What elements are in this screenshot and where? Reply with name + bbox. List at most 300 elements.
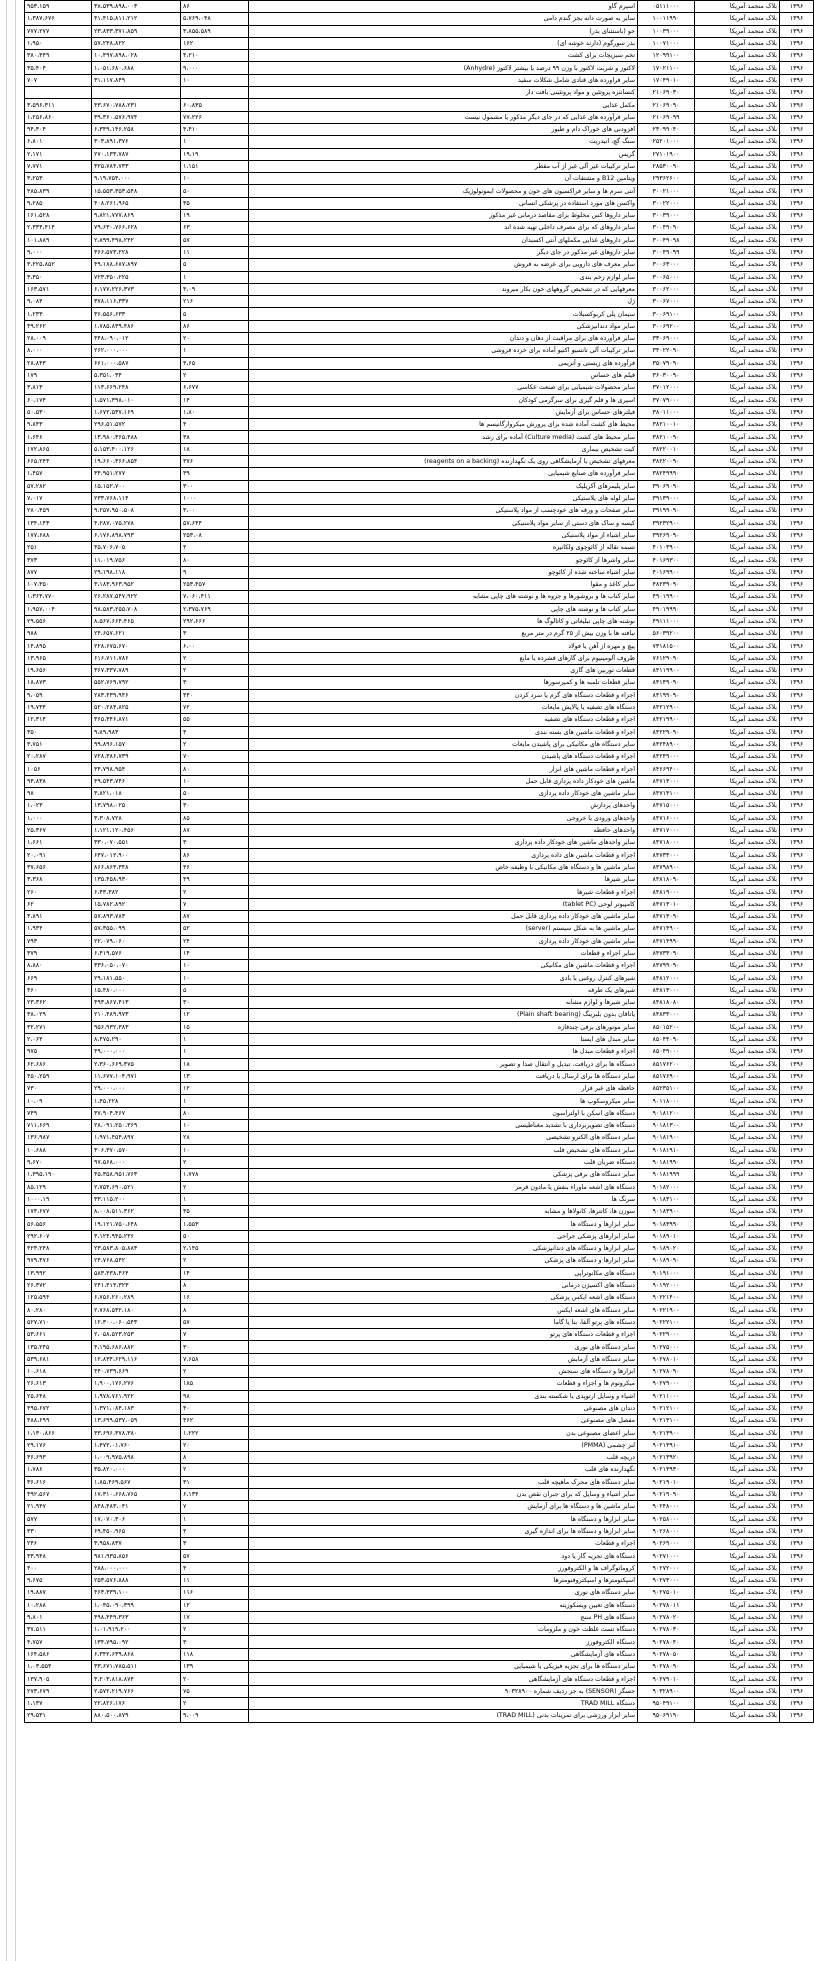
tariff-code-cell[interactable]: ۹۰۲۷۹۰۱۰ bbox=[638, 1673, 695, 1685]
description-cell[interactable]: سایر کتاب ها و نوشته های چاپی bbox=[249, 603, 638, 615]
weight-cell[interactable]: ۱۰،۰۹ bbox=[25, 1095, 92, 1107]
customs-cell[interactable]: بلاک منجمد آمریکا bbox=[695, 1476, 780, 1488]
weight-cell[interactable]: ۱۳۷،۹۰۵ bbox=[25, 1673, 92, 1685]
quantity-cell[interactable]: ۱ bbox=[181, 1513, 249, 1525]
customs-cell[interactable]: بلاک منجمد آمریکا bbox=[695, 640, 780, 652]
tariff-code-cell[interactable]: ۸۴۷۱۴۹۹۰ bbox=[638, 935, 695, 947]
tariff-code-cell[interactable]: ۸۴۱۹۹۰۹۰ bbox=[638, 689, 695, 701]
customs-cell[interactable]: بلاک منجمد آمریکا bbox=[695, 74, 780, 86]
weight-cell[interactable]: ۲۳،۳۶۲ bbox=[25, 997, 92, 1009]
year-cell[interactable]: ۱۳۹۶ bbox=[780, 87, 814, 99]
value-cell[interactable]: ۲۹۶،۵۱،۵۷۲ bbox=[92, 419, 181, 431]
description-cell[interactable]: سنگ گچ، انیدریت bbox=[249, 136, 638, 148]
quantity-cell[interactable]: ۲ bbox=[181, 886, 249, 898]
year-cell[interactable]: ۱۳۹۶ bbox=[780, 308, 814, 320]
tariff-code-cell[interactable]: ۸۴۷۱۵۰۰۰ bbox=[638, 800, 695, 812]
quantity-cell[interactable]: ۴۹ bbox=[181, 874, 249, 886]
value-cell[interactable]: ۳۷۸،۱۱۶،۳۳۷ bbox=[92, 296, 181, 308]
year-cell[interactable]: ۱۳۹۶ bbox=[780, 1132, 814, 1144]
tariff-code-cell[interactable]: ۹۰۲۶۸۰۰۰ bbox=[638, 1525, 695, 1537]
year-cell[interactable]: ۱۳۹۶ bbox=[780, 800, 814, 812]
value-cell[interactable]: ۱،۷۸۵،۸۳۹،۴۸۶ bbox=[92, 320, 181, 332]
weight-cell[interactable]: ۷۷۷،۲۷۷ bbox=[25, 25, 92, 37]
year-cell[interactable]: ۱۳۹۶ bbox=[780, 1697, 814, 1709]
value-cell[interactable]: ۲۳،۸۳۳،۳۷۱،۸۵۹ bbox=[92, 25, 181, 37]
description-cell[interactable]: واکسن های مورد استفاده در پزشکی انسانی bbox=[249, 197, 638, 209]
description-cell[interactable]: سایر ابزارها و دستگاه ها bbox=[249, 1513, 638, 1525]
tariff-code-cell[interactable]: ۹۰۲۱۹۰۹۰ bbox=[638, 1488, 695, 1500]
quantity-cell[interactable]: ۳۷۶ bbox=[181, 455, 249, 467]
quantity-cell[interactable]: ۱۱۸ bbox=[181, 1648, 249, 1660]
description-cell[interactable]: اجزاء و قطعات ماشین های ابزار bbox=[249, 763, 638, 775]
customs-cell[interactable]: بلاک منجمد آمریکا bbox=[695, 123, 780, 135]
weight-cell[interactable]: ۱۰،۶۱۸ bbox=[25, 1365, 92, 1377]
customs-cell[interactable]: بلاک منجمد آمریکا bbox=[695, 1193, 780, 1205]
description-cell[interactable]: سایر داروهای غذایی مکملهای آنتی اکسیدان bbox=[249, 234, 638, 246]
customs-cell[interactable]: بلاک منجمد آمریکا bbox=[695, 308, 780, 320]
value-cell[interactable]: ۳۴،۹۵۱،۲۷۷ bbox=[92, 468, 181, 480]
customs-cell[interactable]: بلاک منجمد آمریکا bbox=[695, 1329, 780, 1341]
weight-cell[interactable]: ۳،۳۶۸ bbox=[25, 874, 92, 886]
description-cell[interactable]: شیرهای کنترل روغنی یا بادی bbox=[249, 972, 638, 984]
customs-cell[interactable]: بلاک منجمد آمریکا bbox=[695, 665, 780, 677]
quantity-cell[interactable]: ۱۵ bbox=[181, 1021, 249, 1033]
tariff-code-cell[interactable]: ۰۵۱۱۱۰۰۰ bbox=[638, 1, 695, 13]
customs-cell[interactable]: بلاک منجمد آمریکا bbox=[695, 1378, 780, 1390]
quantity-cell[interactable]: ۸۷ bbox=[181, 910, 249, 922]
customs-cell[interactable]: بلاک منجمد آمریکا bbox=[695, 910, 780, 922]
description-cell[interactable]: سایر پلیمرهای آکریلیک bbox=[249, 480, 638, 492]
value-cell[interactable]: ۴۵،۳۵۸،۹۵۱،۷۶۳ bbox=[92, 1169, 181, 1181]
weight-cell[interactable]: ۱۷۷،۶۸۸ bbox=[25, 529, 92, 541]
value-cell[interactable]: ۱،۴۷۲،۰۱،۷۶۰ bbox=[92, 1439, 181, 1451]
tariff-code-cell[interactable]: ۹۰۲۶۹۰۰۰ bbox=[638, 1538, 695, 1550]
weight-cell[interactable]: ۴۶۰ bbox=[25, 984, 92, 996]
quantity-cell[interactable]: ۲،۱۴۵ bbox=[181, 1242, 249, 1254]
year-cell[interactable]: ۱۳۹۶ bbox=[780, 1033, 814, 1045]
value-cell[interactable]: ۴۴۸،۰۹۰،۰۱۲ bbox=[92, 333, 181, 345]
value-cell[interactable]: ۱،۶۷۲،۵۳۷،۱۶۹ bbox=[92, 406, 181, 418]
year-cell[interactable]: ۱۳۹۶ bbox=[780, 185, 814, 197]
year-cell[interactable]: ۱۳۹۶ bbox=[780, 234, 814, 246]
tariff-code-cell[interactable]: ۸۴۲۱۹۹۰۰ bbox=[638, 714, 695, 726]
weight-cell[interactable]: ۳۸۰،۴۴۹ bbox=[25, 50, 92, 62]
tariff-code-cell[interactable]: ۸۴۱۴۹۰۹۰ bbox=[638, 677, 695, 689]
value-cell[interactable]: ۱،۰۱،۹۱۹،۲۰۰ bbox=[92, 1624, 181, 1636]
tariff-code-cell[interactable]: ۳۸۲۱۰۰۹۰ bbox=[638, 431, 695, 443]
description-cell[interactable]: فرآورده های زیستی و آنزیمی bbox=[249, 357, 638, 369]
customs-cell[interactable]: بلاک منجمد آمریکا bbox=[695, 566, 780, 578]
value-cell[interactable]: ۳،۹۵۸،۸۳۷ bbox=[92, 1538, 181, 1550]
year-cell[interactable]: ۱۳۹۶ bbox=[780, 1, 814, 13]
tariff-code-cell[interactable]: ۸۵۰۴۴۰۹۰ bbox=[638, 1033, 695, 1045]
quantity-cell[interactable]: ۱،۸۰ bbox=[181, 406, 249, 418]
value-cell[interactable]: ۳۰۳،۸۹۱،۳۷۶ bbox=[92, 136, 181, 148]
quantity-cell[interactable]: ۴،۰۹ bbox=[181, 283, 249, 295]
description-cell[interactable]: دستگاه های مکانوتراپی bbox=[249, 1267, 638, 1279]
tariff-code-cell[interactable]: ۳۰۰۲۱۰۰۰ bbox=[638, 185, 695, 197]
weight-cell[interactable]: ۷،۷۷۱ bbox=[25, 160, 92, 172]
quantity-cell[interactable]: ۳،۰۰ bbox=[181, 505, 249, 517]
weight-cell[interactable]: ۹،۶۷۵ bbox=[25, 1575, 92, 1587]
year-cell[interactable]: ۱۳۹۶ bbox=[780, 1427, 814, 1439]
tariff-code-cell[interactable]: ۹۰۳۲۸۹۰۰ bbox=[638, 1685, 695, 1697]
tariff-code-cell[interactable]: ۹۰۱۸۱۹۹۰ bbox=[638, 1156, 695, 1168]
customs-cell[interactable]: بلاک منجمد آمریکا bbox=[695, 874, 780, 886]
quantity-cell[interactable]: ۷ bbox=[181, 1329, 249, 1341]
quantity-cell[interactable]: ۵۰ bbox=[181, 788, 249, 800]
year-cell[interactable]: ۱۳۹۶ bbox=[780, 148, 814, 160]
weight-cell[interactable]: ۹،۰۸۴ bbox=[25, 296, 92, 308]
description-cell[interactable]: سایر اشیاء از مواد پلاستیکی bbox=[249, 529, 638, 541]
customs-cell[interactable]: بلاک منجمد آمریکا bbox=[695, 1083, 780, 1095]
tariff-code-cell[interactable]: ۹۰۱۸۹۰۱۰ bbox=[638, 1230, 695, 1242]
tariff-code-cell[interactable]: ۸۴۷۱۷۰۰۰ bbox=[638, 824, 695, 836]
description-cell[interactable]: سایر دستگاه های نوری bbox=[249, 1587, 638, 1599]
weight-cell[interactable]: ۲۴۶ bbox=[25, 1538, 92, 1550]
description-cell[interactable]: سایر اشیاء و وسایل که برای جبران نقص بدن bbox=[249, 1488, 638, 1500]
value-cell[interactable]: ۱۱،۶۷۷،۱۰۴،۹۷۱ bbox=[92, 1070, 181, 1082]
value-cell[interactable]: ۲،۷۵۴،۶۹۰،۵۲۱ bbox=[92, 1181, 181, 1193]
year-cell[interactable]: ۱۳۹۶ bbox=[780, 566, 814, 578]
tariff-code-cell[interactable]: ۸۴۷۱۳۰۱۰ bbox=[638, 898, 695, 910]
description-cell[interactable]: میکروتوم ها و اجزاء و قطعات bbox=[249, 1378, 638, 1390]
customs-cell[interactable]: بلاک منجمد آمریکا bbox=[695, 775, 780, 787]
tariff-code-cell[interactable]: ۳۸۰۱۱۰۰۰ bbox=[638, 406, 695, 418]
value-cell[interactable]: ۵۸۳،۴۳۸،۴۶۴ bbox=[92, 1267, 181, 1279]
quantity-cell[interactable]: ۵۰ bbox=[181, 1230, 249, 1242]
description-cell[interactable]: سوزن ها، کاتترها، کانولاها و مشابه bbox=[249, 1206, 638, 1218]
year-cell[interactable]: ۱۳۹۶ bbox=[780, 1181, 814, 1193]
year-cell[interactable]: ۱۳۹۶ bbox=[780, 197, 814, 209]
tariff-code-cell[interactable]: ۹۰۱۸۳۹۰۰ bbox=[638, 1206, 695, 1218]
year-cell[interactable]: ۱۳۹۶ bbox=[780, 222, 814, 234]
value-cell[interactable] bbox=[92, 87, 181, 99]
year-cell[interactable]: ۱۳۹۶ bbox=[780, 1648, 814, 1660]
value-cell[interactable]: ۹،۸۲۱،۷۷۷،۸۶۹ bbox=[92, 210, 181, 222]
description-cell[interactable]: سایر ماشین های خودکار داده پردازی قابل حمل bbox=[249, 910, 638, 922]
description-cell[interactable]: محیط های کشت آماده شده برای پرورش میکروارگانیسم ها bbox=[249, 419, 638, 431]
weight-cell[interactable]: ۹،۰۵۹ bbox=[25, 689, 92, 701]
description-cell[interactable]: سایر محصولات شیمیایی برای صنعت عکاسی bbox=[249, 382, 638, 394]
quantity-cell[interactable]: ۶،۱۳۴ bbox=[181, 1488, 249, 1500]
tariff-code-cell[interactable]: ۴۸۲۳۹۰۹۰ bbox=[638, 578, 695, 590]
tariff-code-cell[interactable]: ۹۰۲۷۵۰۱۰ bbox=[638, 1587, 695, 1599]
tariff-code-cell[interactable]: ۹۰۲۷۹۰۰۰ bbox=[638, 1378, 695, 1390]
value-cell[interactable]: ۱،۱۲۱،۱۲۰،۴۵۶ bbox=[92, 824, 181, 836]
tariff-code-cell[interactable]: ۸۴۷۹۹۰۹۰ bbox=[638, 960, 695, 972]
value-cell[interactable]: ۶۱۶،۷۱۱،۷۸۶ bbox=[92, 652, 181, 664]
year-cell[interactable]: ۱۳۹۶ bbox=[780, 1169, 814, 1181]
customs-cell[interactable]: بلاک منجمد آمریکا bbox=[695, 1599, 780, 1611]
quantity-cell[interactable]: ۶،۶۷۷ bbox=[181, 382, 249, 394]
tariff-code-cell[interactable]: ۳۷۰۱۲۰۰۰ bbox=[638, 382, 695, 394]
weight-cell[interactable]: ۱،۰۳،۵۵۴ bbox=[25, 1661, 92, 1673]
year-cell[interactable]: ۱۳۹۶ bbox=[780, 1058, 814, 1070]
tariff-code-cell[interactable]: ۹۰۱۹۲۰۰۰ bbox=[638, 1279, 695, 1291]
tariff-code-cell[interactable]: ۹۰۱۹۱۰۰۰ bbox=[638, 1267, 695, 1279]
value-cell[interactable]: ۱،۸۵،۴۶۹،۵۶۷ bbox=[92, 1476, 181, 1488]
tariff-code-cell[interactable]: ۹۰۱۸۹۰۲۰ bbox=[638, 1242, 695, 1254]
quantity-cell[interactable]: ۱۲ bbox=[181, 1599, 249, 1611]
quantity-cell[interactable]: ۵۰ bbox=[181, 185, 249, 197]
year-cell[interactable]: ۱۳۹۶ bbox=[780, 1353, 814, 1365]
customs-cell[interactable]: بلاک منجمد آمریکا bbox=[695, 1120, 780, 1132]
description-cell[interactable]: دستگاه های اکسیژن درمانی bbox=[249, 1279, 638, 1291]
value-cell[interactable]: ۲۲،۸۲۶،۱۷۶ bbox=[92, 1697, 181, 1709]
customs-cell[interactable]: بلاک منجمد آمریکا bbox=[695, 677, 780, 689]
weight-cell[interactable]: ۱۶۳،۵۷۱ bbox=[25, 283, 92, 295]
weight-cell[interactable]: ۱۸،۸۷۳ bbox=[25, 677, 92, 689]
customs-cell[interactable]: بلاک منجمد آمریکا bbox=[695, 591, 780, 603]
quantity-cell[interactable]: ۵۷ bbox=[181, 234, 249, 246]
description-cell[interactable]: ماشین های خودکار داده پردازی قابل حمل bbox=[249, 775, 638, 787]
quantity-cell[interactable]: ۱۲ bbox=[181, 1083, 249, 1095]
quantity-cell[interactable]: ۲ bbox=[181, 1255, 249, 1267]
customs-cell[interactable]: بلاک منجمد آمریکا bbox=[695, 738, 780, 750]
quantity-cell[interactable]: ۱۰ bbox=[181, 1120, 249, 1132]
customs-cell[interactable]: بلاک منجمد آمریکا bbox=[695, 50, 780, 62]
description-cell[interactable]: اجزاء و قطعات bbox=[249, 1538, 638, 1550]
description-cell[interactable]: حافظه های غیر فرار bbox=[249, 1083, 638, 1095]
tariff-code-cell[interactable]: ۸۵۰۴۹۰۰۰ bbox=[638, 1046, 695, 1058]
year-cell[interactable]: ۱۳۹۶ bbox=[780, 1464, 814, 1476]
year-cell[interactable]: ۱۳۹۶ bbox=[780, 997, 814, 1009]
quantity-cell[interactable]: ۱۸۵ bbox=[181, 1378, 249, 1390]
quantity-cell[interactable]: ۷۵ bbox=[181, 1685, 249, 1697]
value-cell[interactable]: ۴۱،۴۱۵،۸۱۱،۲۱۲ bbox=[92, 13, 181, 25]
description-cell[interactable]: سایر لوله های پلاستیکی bbox=[249, 492, 638, 504]
customs-cell[interactable]: بلاک منجمد آمریکا bbox=[695, 37, 780, 49]
description-cell[interactable]: سایر واشرها از کائوچو bbox=[249, 554, 638, 566]
description-cell[interactable]: نبافته ها با وزن بیش از ۲۵ گرم در متر مربع bbox=[249, 628, 638, 640]
quantity-cell[interactable]: ۷،۰۶۰،۴۱۱ bbox=[181, 591, 249, 603]
quantity-cell[interactable]: ۸۶ bbox=[181, 849, 249, 861]
value-cell[interactable]: ۸،۴۷۵،۲۹۰ bbox=[92, 1033, 181, 1045]
quantity-cell[interactable]: ۲۹۲،۶۶۶ bbox=[181, 615, 249, 627]
customs-cell[interactable]: بلاک منجمد آمریکا bbox=[695, 1156, 780, 1168]
weight-cell[interactable]: ۱،۰۰۰ bbox=[25, 812, 92, 824]
customs-cell[interactable]: بلاک منجمد آمریکا bbox=[695, 1070, 780, 1082]
tariff-code-cell[interactable]: ۹۰۲۵۸۰۰۰ bbox=[638, 1513, 695, 1525]
customs-cell[interactable]: بلاک منجمد آمریکا bbox=[695, 234, 780, 246]
year-cell[interactable]: ۱۳۹۶ bbox=[780, 923, 814, 935]
tariff-code-cell[interactable]: ۳۹۰۶۹۰۹۰ bbox=[638, 480, 695, 492]
customs-cell[interactable]: بلاک منجمد آمریکا bbox=[695, 1132, 780, 1144]
customs-cell[interactable]: بلاک منجمد آمریکا bbox=[695, 1058, 780, 1070]
customs-cell[interactable]: بلاک منجمد آمریکا bbox=[695, 111, 780, 123]
quantity-cell[interactable]: ۱۰ bbox=[181, 74, 249, 86]
tariff-code-cell[interactable]: ۳۴۰۲۲۰۹۰ bbox=[638, 345, 695, 357]
tariff-code-cell[interactable]: ۳۰۰۶۳۰۰۰ bbox=[638, 259, 695, 271]
customs-cell[interactable]: بلاک منجمد آمریکا bbox=[695, 861, 780, 873]
description-cell[interactable]: سایر داروهای که برای مصرف داخلی تهیه شده اند bbox=[249, 222, 638, 234]
weight-cell[interactable]: ۸۷۷ bbox=[25, 566, 92, 578]
customs-cell[interactable]: بلاک منجمد آمریکا bbox=[695, 1046, 780, 1058]
weight-cell[interactable]: ۱،۹۵۷،۰۰۴ bbox=[25, 603, 92, 615]
weight-cell[interactable]: ۱۳۶،۹۸۷ bbox=[25, 1132, 92, 1144]
quantity-cell[interactable]: ۲ bbox=[181, 738, 249, 750]
description-cell[interactable]: سایر محیط های کشت (Culture media) آماده برای رشد bbox=[249, 431, 638, 443]
quantity-cell[interactable]: ۲ bbox=[181, 1697, 249, 1709]
tariff-code-cell[interactable]: ۳۰۰۲۲۰۰۰ bbox=[638, 197, 695, 209]
tariff-code-cell[interactable]: ۲۵۲۰۱۰۰۰ bbox=[638, 136, 695, 148]
tariff-code-cell[interactable]: ۹۰۲۲۲۱۰۰ bbox=[638, 1316, 695, 1328]
quantity-cell[interactable]: ۱۰ bbox=[181, 960, 249, 972]
customs-cell[interactable]: بلاک منجمد آمریکا bbox=[695, 505, 780, 517]
customs-cell[interactable]: بلاک منجمد آمریکا bbox=[695, 800, 780, 812]
customs-cell[interactable]: بلاک منجمد آمریکا bbox=[695, 333, 780, 345]
year-cell[interactable]: ۱۳۹۶ bbox=[780, 1575, 814, 1587]
customs-cell[interactable]: بلاک منجمد آمریکا bbox=[695, 1439, 780, 1451]
quantity-cell[interactable]: ۵۲ bbox=[181, 923, 249, 935]
year-cell[interactable]: ۱۳۹۶ bbox=[780, 1599, 814, 1611]
description-cell[interactable]: سایر دستگاه های تشخیص قلب bbox=[249, 1144, 638, 1156]
description-cell[interactable]: سایر ترکیبات غیر آلی غیر از آب مقطر bbox=[249, 160, 638, 172]
year-cell[interactable]: ۱۳۹۶ bbox=[780, 1095, 814, 1107]
year-cell[interactable]: ۱۳۹۶ bbox=[780, 296, 814, 308]
weight-cell[interactable]: ۶۰،۱۷۴ bbox=[25, 394, 92, 406]
weight-cell[interactable]: ۴۹۵،۶۷۲ bbox=[25, 1402, 92, 1414]
weight-cell[interactable] bbox=[25, 87, 92, 99]
weight-cell[interactable]: ۱۳۴،۱۴۳ bbox=[25, 517, 92, 529]
customs-cell[interactable]: بلاک منجمد آمریکا bbox=[695, 1033, 780, 1045]
customs-cell[interactable]: بلاک منجمد آمریکا bbox=[695, 468, 780, 480]
year-cell[interactable]: ۱۳۹۶ bbox=[780, 37, 814, 49]
tariff-code-cell[interactable]: ۹۰۲۱۹۰۱۰ bbox=[638, 1476, 695, 1488]
tariff-code-cell[interactable]: ۳۹۱۳۹۰۰۰ bbox=[638, 492, 695, 504]
year-cell[interactable]: ۱۳۹۶ bbox=[780, 947, 814, 959]
customs-cell[interactable]: بلاک منجمد آمریکا bbox=[695, 99, 780, 111]
year-cell[interactable]: ۱۳۹۶ bbox=[780, 1329, 814, 1341]
year-cell[interactable]: ۱۳۹۶ bbox=[780, 1685, 814, 1697]
value-cell[interactable]: ۲،۳۶۰،۶۶۹،۳۷۵ bbox=[92, 1058, 181, 1070]
year-cell[interactable]: ۱۳۹۶ bbox=[780, 492, 814, 504]
description-cell[interactable]: سایر داروها کس مخلوط برای مقاصد درمانی غیر مذکور bbox=[249, 210, 638, 222]
quantity-cell[interactable]: ۱۶ bbox=[181, 1292, 249, 1304]
customs-cell[interactable]: بلاک منجمد آمریکا bbox=[695, 1636, 780, 1648]
year-cell[interactable]: ۱۳۹۶ bbox=[780, 1624, 814, 1636]
customs-cell[interactable]: بلاک منجمد آمریکا bbox=[695, 25, 780, 37]
tariff-code-cell[interactable]: ۳۶۰۳۰۰۹۰ bbox=[638, 369, 695, 381]
value-cell[interactable]: ۲،۵۷۲،۲۱۹،۷۶۶ bbox=[92, 1685, 181, 1697]
year-cell[interactable]: ۱۳۹۶ bbox=[780, 1390, 814, 1402]
value-cell[interactable]: ۱۳۴،۷۹۵،۰۹۲ bbox=[92, 1636, 181, 1648]
description-cell[interactable]: دستگاه ضربان قلب bbox=[249, 1156, 638, 1168]
value-cell[interactable]: ۹۹،۸۹۶،۱۵۷ bbox=[92, 738, 181, 750]
customs-cell[interactable]: بلاک منجمد آمریکا bbox=[695, 87, 780, 99]
description-cell[interactable]: یاتاقان بدون بلبرینگ (Plain shaft bearing) bbox=[249, 1009, 638, 1021]
quantity-cell[interactable]: ۳ bbox=[181, 677, 249, 689]
year-cell[interactable]: ۱۳۹۶ bbox=[780, 1538, 814, 1550]
weight-cell[interactable]: ۱۹،۶۵۶ bbox=[25, 665, 92, 677]
year-cell[interactable]: ۱۳۹۶ bbox=[780, 1193, 814, 1205]
value-cell[interactable]: ۳۷،۹۰۴،۴۶۷ bbox=[92, 1107, 181, 1119]
quantity-cell[interactable]: ۳۱ bbox=[181, 1476, 249, 1488]
weight-cell[interactable]: ۳۵۰ bbox=[25, 726, 92, 738]
year-cell[interactable]: ۱۳۹۶ bbox=[780, 394, 814, 406]
value-cell[interactable]: ۳۳،۱۱۵،۲۰۰ bbox=[92, 1193, 181, 1205]
description-cell[interactable]: پیچ و مهره از آهن یا فولاد bbox=[249, 640, 638, 652]
customs-cell[interactable]: بلاک منجمد آمریکا bbox=[695, 271, 780, 283]
tariff-code-cell[interactable]: ۹۰۲۱۳۹۰۰ bbox=[638, 1427, 695, 1439]
value-cell[interactable]: ۹،۲۵۷،۹۵۰،۵۰۸ bbox=[92, 505, 181, 517]
value-cell[interactable]: ۵۷،۲۳۸،۸۲۲ bbox=[92, 37, 181, 49]
year-cell[interactable]: ۱۳۹۶ bbox=[780, 443, 814, 455]
year-cell[interactable]: ۱۳۹۶ bbox=[780, 1513, 814, 1525]
weight-cell[interactable]: ۴۹۲،۵۶۷ bbox=[25, 1488, 92, 1500]
quantity-cell[interactable]: ۹،۰۰۹ bbox=[181, 1710, 249, 1722]
description-cell[interactable]: اجزاء و قطعات دستگاه های پاشیدن bbox=[249, 751, 638, 763]
year-cell[interactable]: ۱۳۹۶ bbox=[780, 1316, 814, 1328]
weight-cell[interactable]: ۱۰،۶۸۸ bbox=[25, 1144, 92, 1156]
value-cell[interactable]: ۱۳،۷۹۸،۰۲۵ bbox=[92, 800, 181, 812]
weight-cell[interactable]: ۳۷۹ bbox=[25, 947, 92, 959]
value-cell[interactable]: ۱،۵۷۱،۳۹۸،۰۱۰ bbox=[92, 394, 181, 406]
value-cell[interactable]: ۲،۷۶۸،۵۳۲،۱۸۰ bbox=[92, 1304, 181, 1316]
weight-cell[interactable]: ۳،۲۵۳ bbox=[25, 173, 92, 185]
quantity-cell[interactable]: ۳۰۰ bbox=[181, 480, 249, 492]
customs-cell[interactable]: بلاک منجمد آمریکا bbox=[695, 837, 780, 849]
description-cell[interactable]: اجزاء و قطعات ماشین های داده پردازی bbox=[249, 849, 638, 861]
value-cell[interactable]: ۴۹،۵۴۳،۷۴۶ bbox=[92, 775, 181, 787]
customs-cell[interactable]: بلاک منجمد آمریکا bbox=[695, 1255, 780, 1267]
description-cell[interactable]: سیمان پلی کربوکسیلات bbox=[249, 308, 638, 320]
description-cell[interactable]: سایر مواد دندانپزشکی bbox=[249, 320, 638, 332]
tariff-code-cell[interactable]: ۸۴۸۱۲۰۰۰ bbox=[638, 972, 695, 984]
tariff-code-cell[interactable]: ۹۰۲۷۸۰۵۰ bbox=[638, 1648, 695, 1660]
quantity-cell[interactable]: ۴۶۲ bbox=[181, 1415, 249, 1427]
quantity-cell[interactable]: ۲ bbox=[181, 665, 249, 677]
year-cell[interactable]: ۱۳۹۶ bbox=[780, 210, 814, 222]
value-cell[interactable]: ۱۲،۸۳۴،۶۲۹،۱۱۶ bbox=[92, 1353, 181, 1365]
year-cell[interactable]: ۱۳۹۶ bbox=[780, 1107, 814, 1119]
customs-cell[interactable]: بلاک منجمد آمریکا bbox=[695, 455, 780, 467]
description-cell[interactable]: سایر کتاب ها و بروشورها و جزوه ها و نوشته های چاپی مشابه bbox=[249, 591, 638, 603]
value-cell[interactable]: ۱،۹۰۰،۱۷۶،۲۷۶ bbox=[92, 1378, 181, 1390]
value-cell[interactable]: ۱۵،۴۸۰،۰۰۰ bbox=[92, 984, 181, 996]
quantity-cell[interactable]: ۶۳ bbox=[181, 222, 249, 234]
quantity-cell[interactable]: ۸۵ bbox=[181, 812, 249, 824]
quantity-cell[interactable]: ۱۴ bbox=[181, 1267, 249, 1279]
quantity-cell[interactable]: ۱۱۶ bbox=[181, 1587, 249, 1599]
quantity-cell[interactable]: ۲۴ bbox=[181, 935, 249, 947]
year-cell[interactable]: ۱۳۹۶ bbox=[780, 861, 814, 873]
description-cell[interactable]: سایر دستگاه های آزمایش bbox=[249, 1353, 638, 1365]
description-cell[interactable]: سایر ابزارها و دستگاه ها bbox=[249, 1218, 638, 1230]
weight-cell[interactable]: ۶۲،۶۸۶ bbox=[25, 1058, 92, 1070]
description-cell[interactable]: سایر ابزارها و دستگاه های دندانپزشکی bbox=[249, 1242, 638, 1254]
tariff-code-cell[interactable]: ۹۰۲۷۲۰۰۰ bbox=[638, 1562, 695, 1574]
quantity-cell[interactable]: ۵۵ bbox=[181, 714, 249, 726]
description-cell[interactable]: سایر دستگاه های نوری bbox=[249, 1341, 638, 1353]
tariff-code-cell[interactable]: ۸۴۷۱۳۰۹۰ bbox=[638, 910, 695, 922]
value-cell[interactable]: ۹۸۱،۹۳۵،۸۵۶ bbox=[92, 1550, 181, 1562]
year-cell[interactable]: ۱۳۹۶ bbox=[780, 160, 814, 172]
value-cell[interactable]: ۱۵،۱۵۲،۷۰۰ bbox=[92, 480, 181, 492]
value-cell[interactable]: ۳،۱۸۳،۹۶۳،۹۵۲ bbox=[92, 578, 181, 590]
year-cell[interactable]: ۱۳۹۶ bbox=[780, 283, 814, 295]
year-cell[interactable]: ۱۳۹۶ bbox=[780, 62, 814, 74]
customs-cell[interactable]: بلاک منجمد آمریکا bbox=[695, 1341, 780, 1353]
value-cell[interactable]: ۷۲۸،۳۸۶،۷۳۹ bbox=[92, 751, 181, 763]
weight-cell[interactable]: ۲۸،۰۰۹ bbox=[25, 333, 92, 345]
weight-cell[interactable]: ۹،۸۰۱ bbox=[25, 1611, 92, 1623]
quantity-cell[interactable]: ۱،۱۵۱ bbox=[181, 160, 249, 172]
value-cell[interactable]: ۵۲۰،۲۸۴،۸۲۵ bbox=[92, 701, 181, 713]
weight-cell[interactable]: ۱،۹۵۰ bbox=[25, 37, 92, 49]
weight-cell[interactable]: ۳،۸۱۳ bbox=[25, 382, 92, 394]
